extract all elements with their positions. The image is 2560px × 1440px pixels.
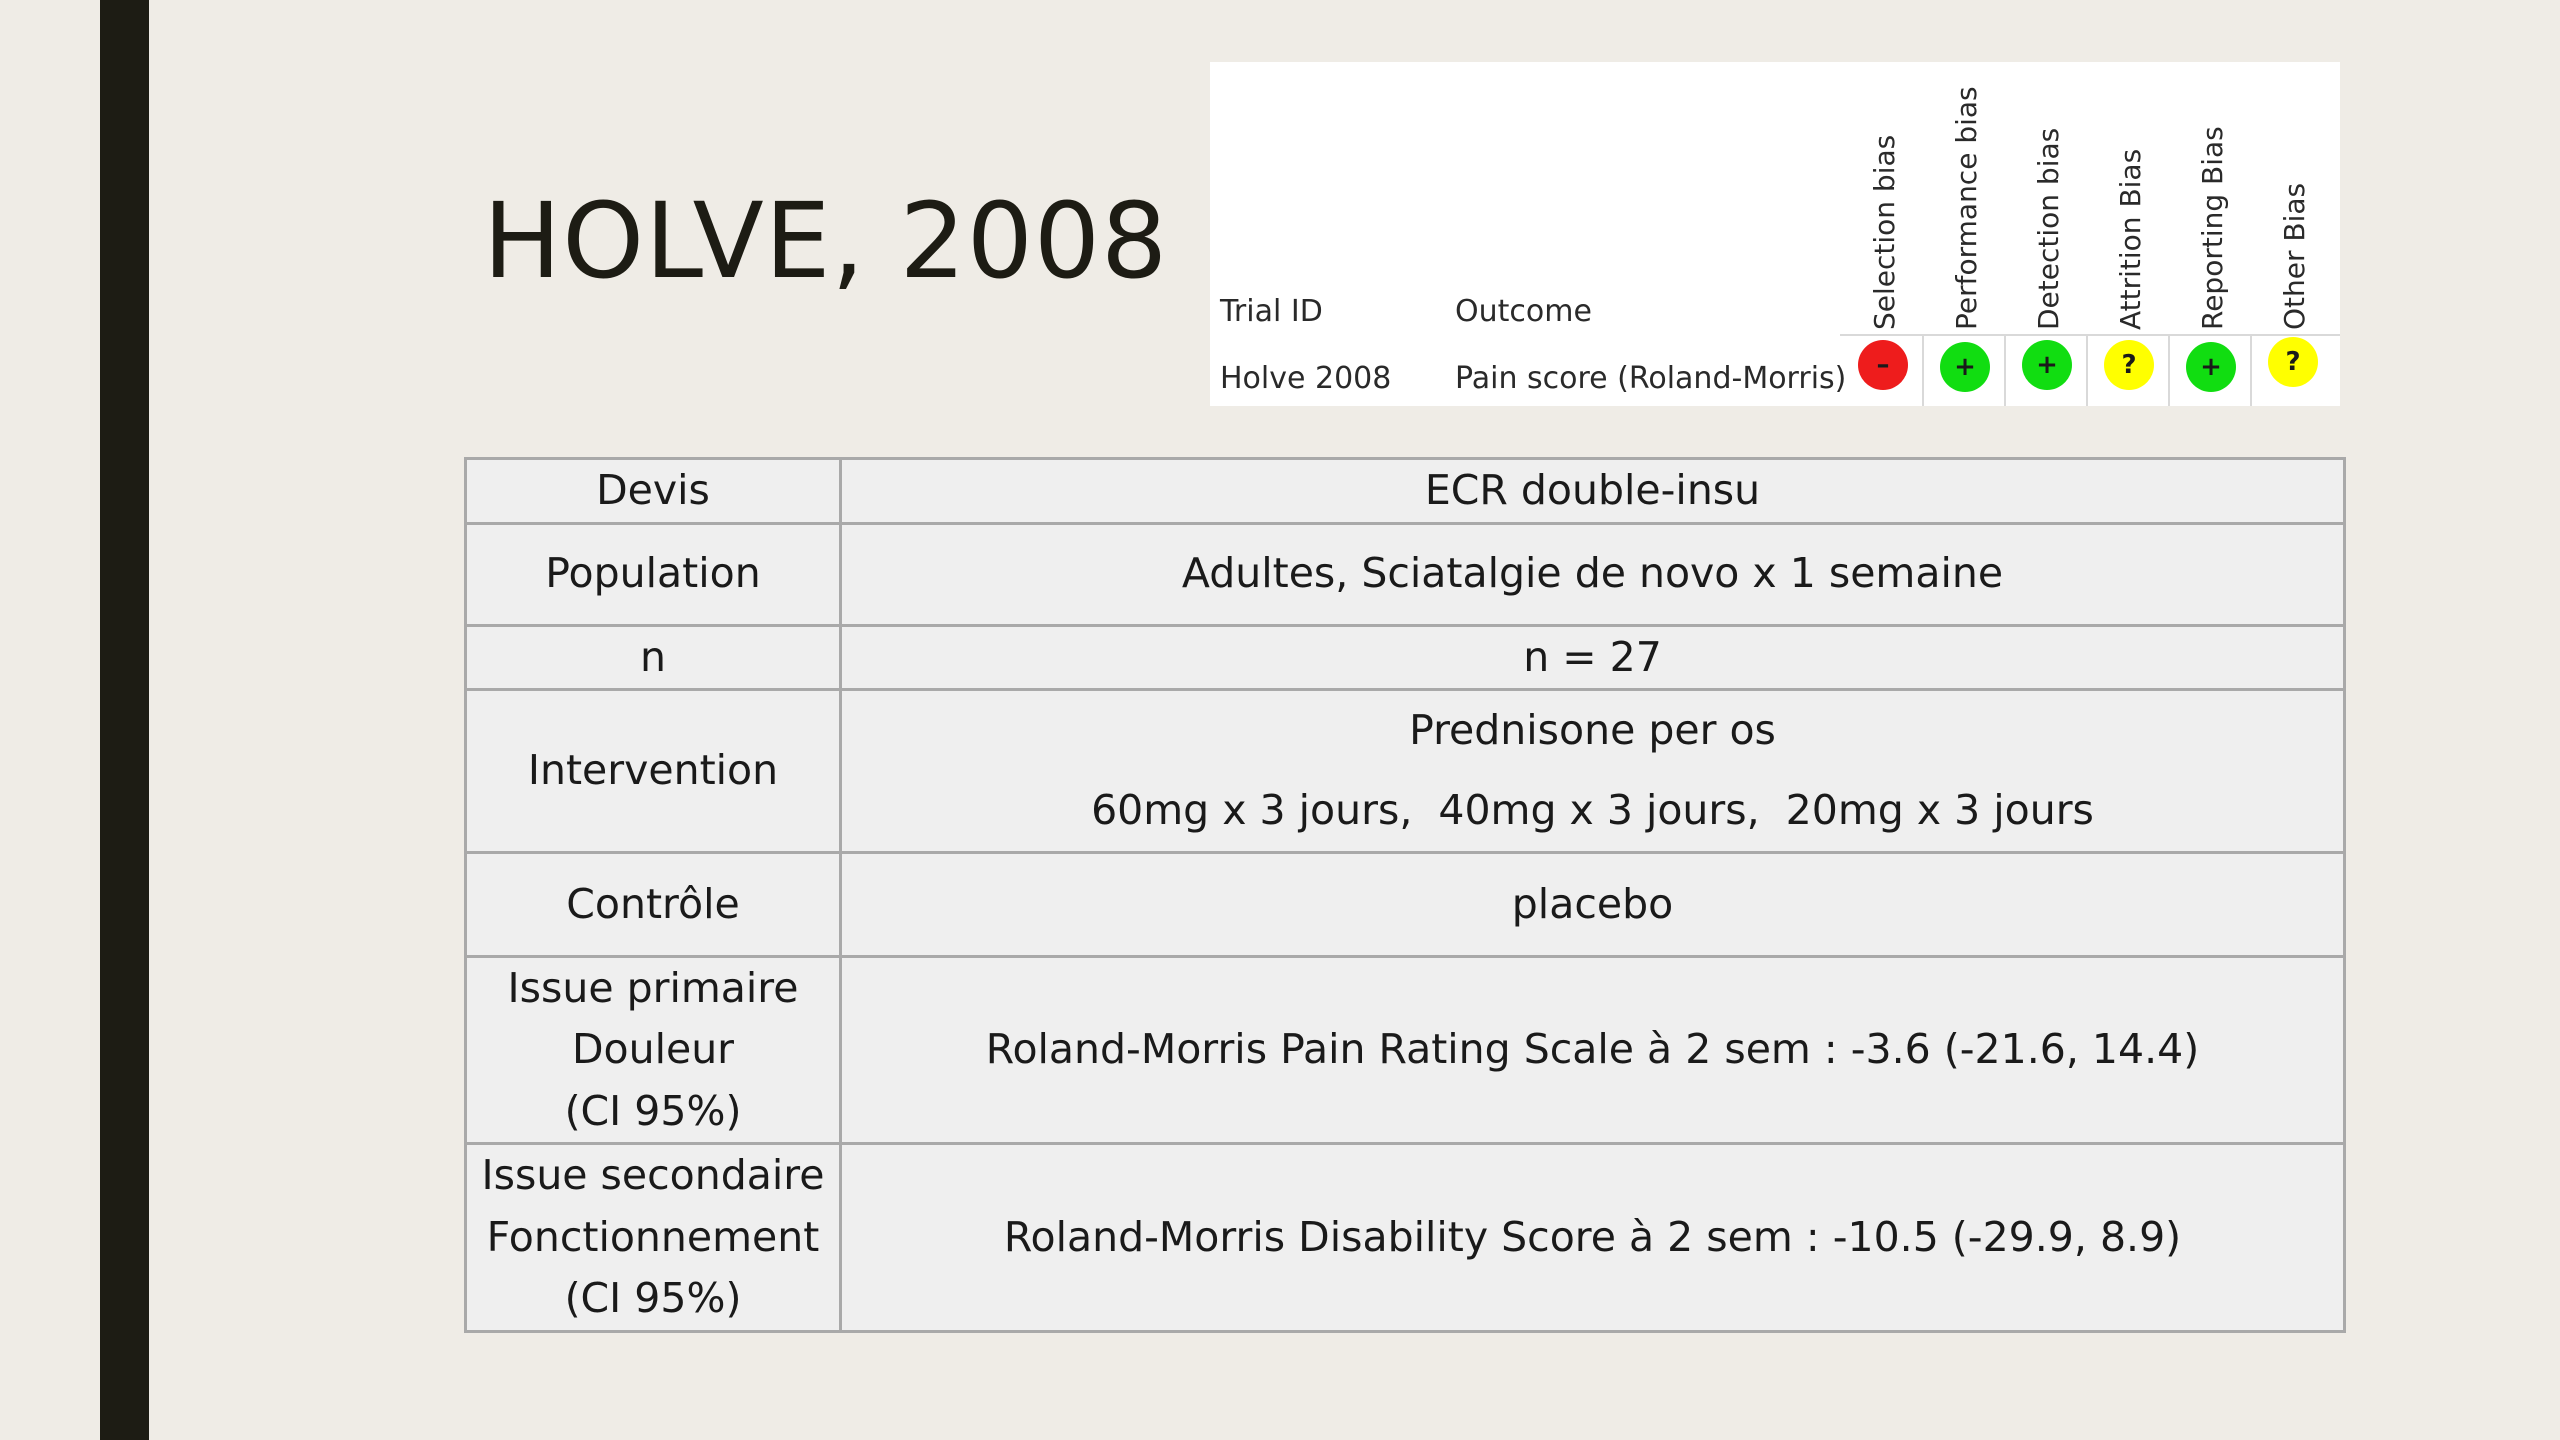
row-label: Issue primaire Douleur (CI 95%) xyxy=(466,956,841,1144)
bias-column-label: Selection bias xyxy=(1868,134,1901,330)
row-label: Intervention xyxy=(466,690,841,853)
grid-line xyxy=(1922,334,1924,406)
row-value: ECR double-insu xyxy=(841,459,2345,524)
table-row xyxy=(466,1144,2345,1332)
table-row xyxy=(466,852,2345,956)
row-value: Adultes, Sciatalgie de novo x 1 semaine xyxy=(841,523,2345,625)
accent-bar xyxy=(100,0,149,1440)
table-row xyxy=(466,625,2345,690)
table-row xyxy=(466,956,2345,1144)
bias-column-label: Reporting Bias xyxy=(2196,126,2229,330)
grid-line xyxy=(2004,334,2006,406)
study-summary-table xyxy=(464,457,2346,1333)
high-risk-icon: – xyxy=(1858,340,1908,390)
slide-title: HOLVE, 2008 xyxy=(483,180,1169,302)
row-value: placebo xyxy=(841,852,2345,956)
grid-line xyxy=(2086,334,2088,406)
row-value: n = 27 xyxy=(841,625,2345,690)
low-risk-icon: + xyxy=(2022,340,2072,390)
bias-column-label: Detection bias xyxy=(2032,127,2065,330)
unclear-risk-icon: ? xyxy=(2104,340,2154,390)
row-label: Devis xyxy=(466,459,841,524)
bias-column-label: Other Bias xyxy=(2278,182,2311,330)
outcome-cell: Pain score (Roland-Morris) xyxy=(1455,361,1847,396)
bias-column-label: Performance bias xyxy=(1950,86,1983,330)
row-value: Roland-Morris Pain Rating Scale à 2 sem : -3.6 (-21.6, 14.4) xyxy=(841,956,2345,1144)
grid-line xyxy=(1840,334,2340,336)
row-label: n xyxy=(466,625,841,690)
trial-id-cell: Holve 2008 xyxy=(1220,361,1392,396)
risk-of-bias-table xyxy=(1210,62,2340,406)
table-row xyxy=(466,523,2345,625)
bias-column-label: Attrition Bias xyxy=(2114,148,2147,330)
dose-schedule: 60mg x 3 jours, 40mg x 3 jours, 20mg x 3 jours xyxy=(1091,785,2094,834)
trial-id-header: Trial ID xyxy=(1220,294,1323,329)
row-value: Roland-Morris Disability Score à 2 sem : -10.5 (-29.9, 8.9) xyxy=(841,1144,2345,1332)
low-risk-icon: + xyxy=(1940,342,1990,392)
grid-line xyxy=(2168,334,2170,406)
row-label: Population xyxy=(466,523,841,625)
grid-line xyxy=(2250,334,2252,406)
row-value: Prednisone per os 60mg x 3 jours, 40mg x 3 jours, 20mg x 3 jours xyxy=(841,690,2345,853)
low-risk-icon: + xyxy=(2186,342,2236,392)
table-row xyxy=(466,690,2345,853)
row-label: Contrôle xyxy=(466,852,841,956)
row-label: Issue secondaire Fonctionnement (CI 95%) xyxy=(466,1144,841,1332)
outcome-header: Outcome xyxy=(1455,294,1592,329)
unclear-risk-icon: ? xyxy=(2268,337,2318,387)
table-row xyxy=(466,459,2345,524)
